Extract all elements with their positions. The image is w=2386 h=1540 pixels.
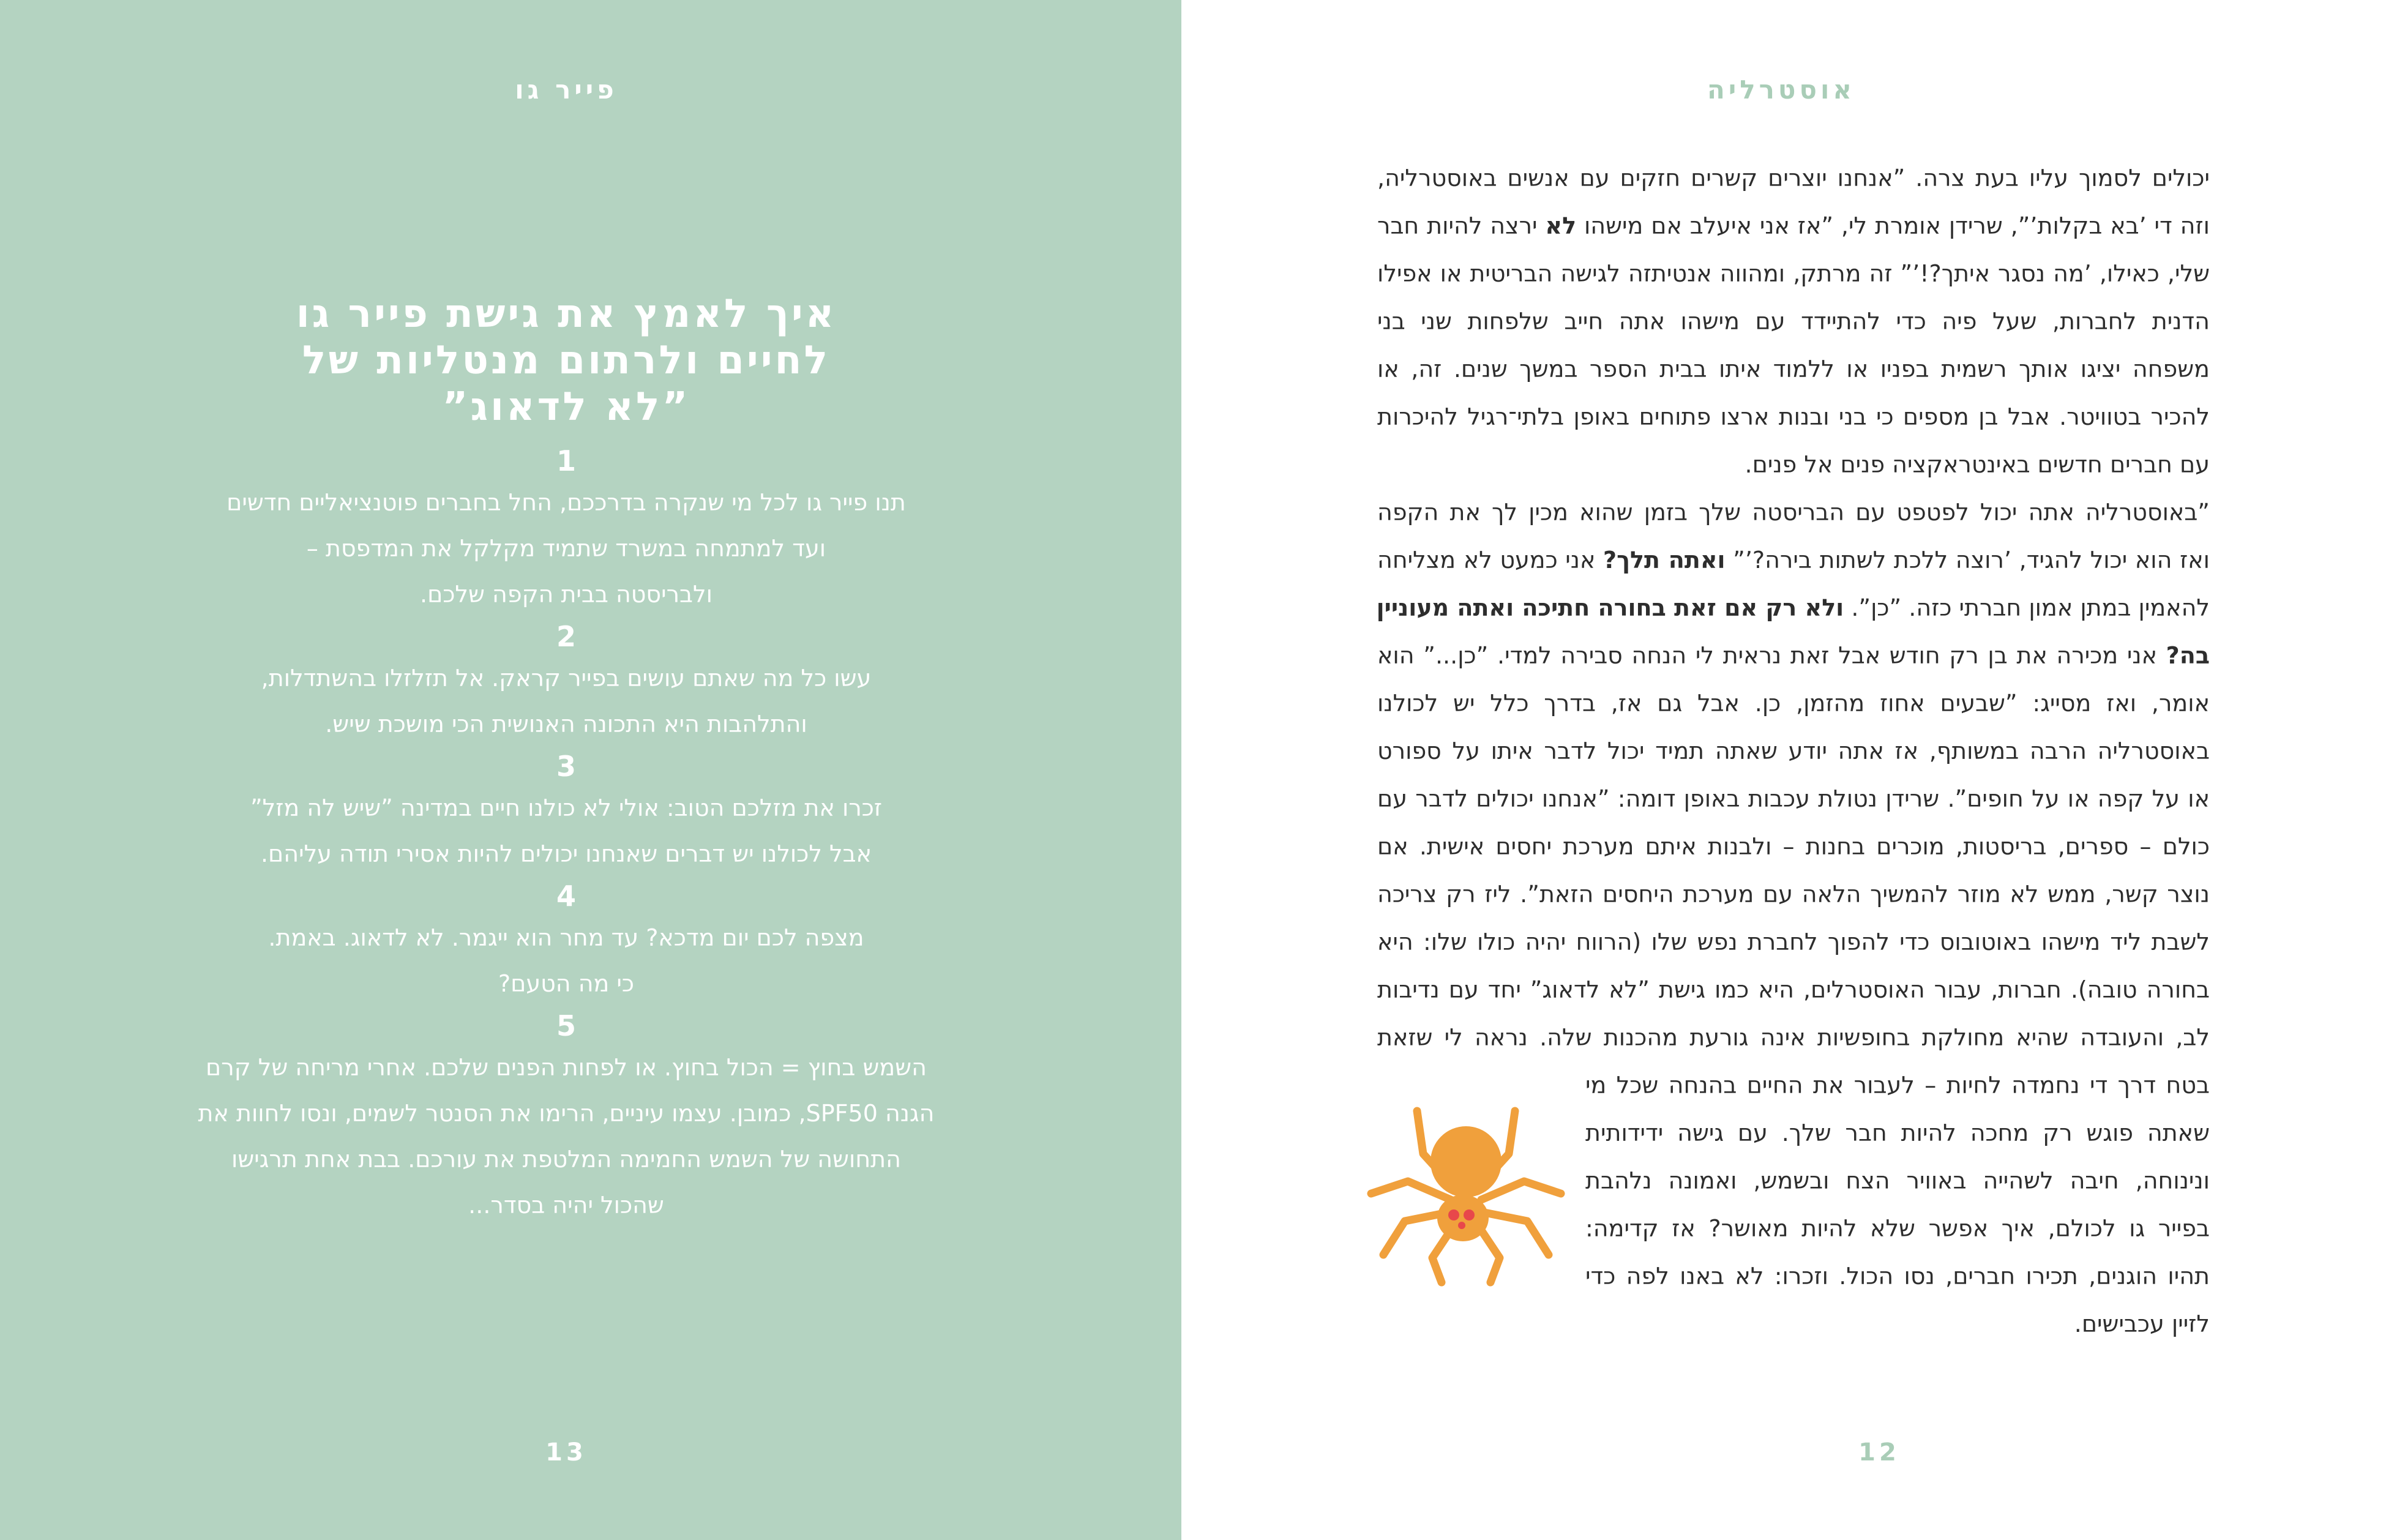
text-run: באוסטרליה הרבה במשותף, אז אתה יודע שאתה תמיד יכול לדבר איתו על ספורט [1377,738,2210,764]
tip-line: והתלהבות היא התכונה האנושית הכי מושכת שיש. [325,711,807,738]
tip-number: 5 [556,1009,576,1042]
tip-number: 4 [556,880,576,913]
body-line [1377,1014,2210,1061]
text-run: שאתה פוגש רק מחכה להיות חבר שלך. עם גישה ידידותית [1585,1119,2210,1146]
running-head: אוסטרליה [1707,75,1855,105]
text-run: בחורה טובה). חברות, עבור האוסטרלים, היא כמו גישת ”לא לדאוג” יחד עם נדיבות [1377,976,2210,1003]
body-line [1377,632,2210,679]
page-number: 12 [1858,1438,1900,1467]
bold-phrase: בה? [2166,642,2210,669]
tips-list [147,442,985,1228]
text-run: ואז הוא יכול להגיד, ’רוצה ללכת לשתות בירה?’” [1725,547,2210,574]
tip-number: 3 [556,750,576,783]
tip-line: שהכול יהיה בסדר... [468,1192,664,1219]
text-run: נוצר קשר, ממש לא מוזר להמשיך הלאה עם מערכת היחסים הזאת”. ליז רק צריכה [1377,881,2210,908]
body-line [1377,966,2210,1014]
body-line [1377,202,2210,250]
chapter-section-title [184,291,949,430]
body-line [1377,250,2210,297]
page-number: 13 [545,1438,587,1467]
text-run: ונינוחה, חיבה לשהייה באוויר הצח ובשמש, ואמונה נלהבת [1585,1167,2210,1194]
text-run: הדנית לחברות, שעל פיה כדי להתיידד עם מישהו אתה חייב שלפחות שני בני [1377,308,2210,335]
body-line [1585,1205,2210,1252]
text-run: ירצה להיות חבר [1377,212,1546,239]
bold-phrase: ואתה תלך? [1603,547,1726,574]
text-run: או על קפה או על חופים”. שרידן נטולת עכבות באופן דומה: ”אנחנו יכולים לדבר עם [1377,785,2210,812]
text-run: עם חברים חדשים באינטראקציה פנים אל פנים. [1745,451,2210,478]
body-line [1377,441,2210,488]
tip-line: התחושה של השמש החמימה המלטפת את עורכם. בבת אחת תרגישו [231,1146,901,1173]
text-run: יכולים לסמוך עליו בעת צרה. ”אנחנו יוצרים קשרים חזקים עם אנשים באוסטרליה, [1377,165,2210,192]
body-line [1377,154,2210,202]
bold-phrase: לא [1545,212,1577,239]
tip-item [147,442,985,618]
tip-line: מצפה לכם יום מדכא? עד מחר הוא ייגמר. לא לדאוג. באמת. [268,924,864,951]
bold-phrase: ולא רק אם זאת בחורה חתיכה ואתה מעוניין [1376,594,1844,621]
tip-item [147,747,985,877]
tip-number: 2 [556,620,576,653]
spider-icon [1365,1096,1567,1291]
text-run: אני כמעט לא מצליחה [1377,547,1604,574]
body-line [1377,393,2210,441]
title-line: ”לא לדאוג” [442,384,690,430]
left-page [0,0,1181,1540]
text-run: להאמין במתן אמון חברתי כזה. ”כן”. [1844,594,2210,621]
title-line: איך לאמץ את גישת פייר גו [296,291,837,337]
tip-item [147,1007,985,1228]
text-run: אני מכירה את בן רק חודש אבל זאת נראית לי הנחה סבירה למדי. ”כן...” הוא [1377,642,2166,669]
text-run: כולם – ספרים, בריסטות, מוכרים בחנות – ולבנות איתם מערכת יחסים אישית. אם [1377,833,2210,860]
body-line [1377,584,2210,632]
tip-line: עשו כל מה שאתם עושים בפייר קראק. אל תזלזלו בהשתדלות, [261,665,872,692]
tip-line: זכרו את מזלכם הטוב: אולי לא כולנו חיים במדינה ”שיש לה מזל” [250,794,883,821]
body-line [1377,870,2210,918]
tip-item [147,618,985,747]
text-run: בפייר גו לכולם, איך אפשר שלא להיות מאושר? אז קדימה: [1585,1215,2210,1242]
tip-line: ולבריסטה בבית הקפה שלכם. [420,581,712,608]
text-run: ”באוסטרליה אתה יכול לפטפט עם הבריסטה שלך בזמן שהוא מכין לך את הקפה [1377,499,2210,526]
body-line [1377,823,2210,870]
body-line [1377,918,2210,966]
tip-item [147,877,985,1007]
body-line [1377,345,2210,393]
body-line [1377,297,2210,345]
text-run: לב, והעובדה שהיא מחולקת בחופשיות אינה גורעת מהכנות שלה. נראה לי שזאת [1377,1024,2210,1051]
body-line [1377,488,2210,536]
body-line [1377,536,2210,584]
body-line [1585,1061,2210,1109]
body-line [1585,1109,2210,1157]
text-run: אומר, ואז מסייג: ”שבעים אחוז מהזמן, כן. אבל גם אז, בדרך כלל יש לכולנו [1377,690,2210,717]
body-line [1377,679,2210,727]
right-page [1181,0,2386,1540]
text-run: בטח דרך די נחמדה לחיות – לעבור את החיים בהנחה שכל מי [1585,1072,2210,1099]
tip-line: תנו פייר גו לכל מי שנקרה בדרככם, החל בחברים פוטנציאליים חדשים [226,489,906,516]
body-line [1585,1252,2210,1300]
text-run: להכיר בטוויטר. אבל בן מספים כי בני ובנות ארצו פתוחים באופן בלתי־רגיל להיכרות [1377,403,2210,430]
tip-line: הגנה SPF50, כמובן. עצמו עיניים, הרימו את הסנטר לשמים, ונסו לחוות את [198,1100,935,1127]
tip-number: 1 [556,444,576,477]
text-run: משפחה יציגו אותך רשמית בפניו או ללמוד איתו בבית הספר במשך שנים. זה, או [1377,356,2210,383]
title-line: לחיים ולרתום מנטליות של [302,338,831,383]
body-line [1585,1300,2210,1348]
tip-line: ועד למתמחה במשרד שתמיד מקלקל את המדפסת – [306,535,826,562]
body-line [1377,775,2210,823]
body-line [1585,1157,2210,1205]
text-run: לזיין עכבישים. [2074,1310,2210,1337]
tip-line: כי מה הטעם? [498,970,635,997]
text-run: לשבת ליד מישהו באוטובוס כדי להפוך לחברת נפש שלו (הרווח יהיה כולו שלו: היא [1377,929,2210,955]
tip-line: השמש בחוץ = הכול בחוץ. או לפחות הפנים שלכם. אחרי מריחה של קרם [206,1054,927,1081]
text-run: תהיו הוגנים, תכירו חברים, נסו הכול. וזכרו: לא באנו לפה כדי [1585,1263,2210,1290]
text-run: וזה די ’בא בקלות’”, שרידן אומרת לי, ”אז אני איעלב אם מישהו [1576,212,2210,239]
running-head: פייר גו [515,75,618,105]
text-run: שלי, כאילו, ’מה נסגר איתך?!’” זה מרתק, ומהווה אנטיתזה לגישה הבריטית או אפילו [1377,260,2210,287]
tip-line: אבל לכולנו יש דברים שאנחנו יכולים להיות אסירי תודה עליהם. [260,840,872,867]
body-line [1377,727,2210,775]
